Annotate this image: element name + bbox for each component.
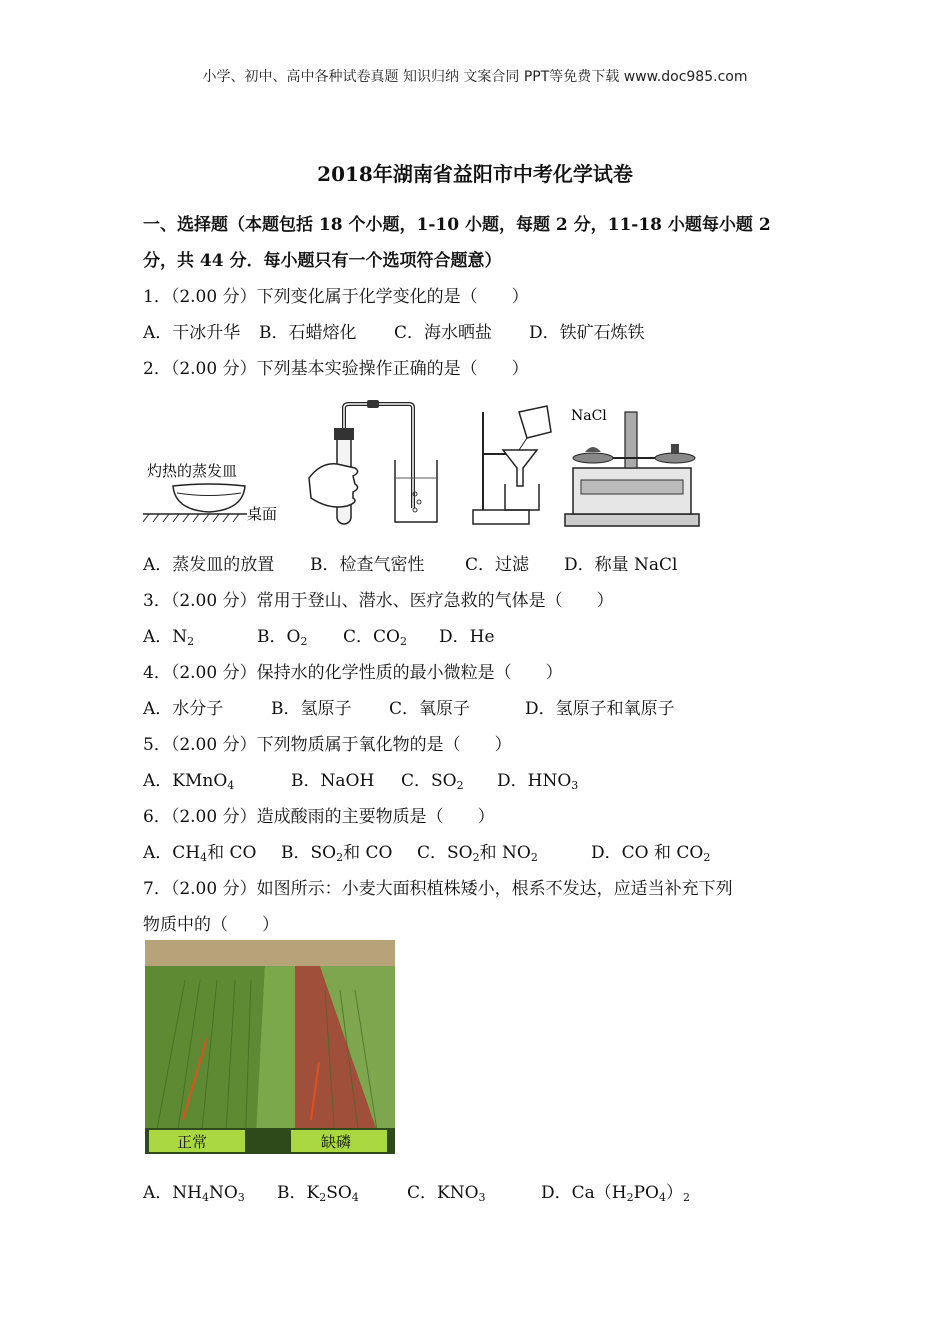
- balance-figure: [563, 398, 703, 530]
- question-4-stem: 4．（2.00 分）保持水的化学性质的最小微粒是（ ）: [143, 663, 563, 683]
- question-3-stem: 3．（2.00 分）常用于登山、潜水、医疗急救的气体是（ ）: [143, 591, 614, 611]
- option-d: D．称量 NaCl: [564, 555, 678, 575]
- option-a: A．KMnO$_4$: [143, 771, 235, 792]
- option-b: B．NaOH: [291, 771, 375, 791]
- nacl-label: NaCl: [571, 408, 607, 424]
- option-b: B．$SO_2$和 CO: [281, 843, 393, 864]
- option-d: D．$Ca(H_2PO_4)_2$: [541, 1183, 690, 1204]
- section-heading-line2: 分，共 44 分．每小题只有一个选项符合题意）: [143, 251, 502, 271]
- option-a: A．$CH_4$和 CO: [143, 843, 257, 864]
- option-b: B．$K_2SO_4$: [277, 1183, 359, 1204]
- question-7-options: [143, 1178, 690, 1203]
- option-d: D．$HNO_3$: [497, 771, 579, 792]
- option-a: A．蒸发皿的放置: [143, 555, 275, 575]
- option-a: A．干冰升华: [143, 323, 241, 343]
- label-lack-phosphorus: 缺磷: [321, 1133, 352, 1151]
- wheat-field-photo: [145, 940, 395, 1154]
- option-c: C．$KNO_3$: [407, 1183, 486, 1204]
- question-7-stem-line2: 物质中的（ ）: [143, 915, 279, 935]
- option-d: D．铁矿石炼铁: [529, 323, 645, 343]
- option-b: B．氢原子: [271, 699, 352, 719]
- option-c: C．$CO_2$: [343, 627, 407, 648]
- filtration-figure: [461, 398, 561, 530]
- question-3-options: [143, 622, 495, 647]
- option-c: C．氧原子: [389, 699, 471, 719]
- question-6-options: [143, 838, 710, 863]
- option-b: B．石蜡熔化: [259, 323, 357, 343]
- page-header: 小学、初中、高中各种试卷真题 知识归纳 文案合同 PPT等免费下载 www.doc985.com: [202, 69, 748, 85]
- section-heading-line1: 一、选择题（本题包括 18 个小题，1-10 小题，每题 2 分，11-18 小题每小题 2: [143, 215, 771, 235]
- option-d: D．氢原子和氧原子: [525, 699, 675, 719]
- table-label: 桌面: [247, 505, 278, 523]
- question-5-stem: 5．（2.00 分）下列物质属于氧化物的是（ ）: [143, 735, 512, 755]
- option-a: A．$N_2$: [143, 627, 195, 648]
- option-a: A．$NH_4NO_3$: [143, 1183, 245, 1204]
- option-d: D．CO 和 $CO_2$: [591, 843, 711, 864]
- question-4-options: [143, 694, 675, 719]
- option-d: D．He: [439, 627, 495, 647]
- option-c: C．$SO_2$: [401, 771, 464, 792]
- airtightness-check-figure: [301, 398, 441, 530]
- question-5-options: [143, 766, 578, 791]
- label-normal: 正常: [177, 1133, 208, 1151]
- option-c: C．$SO_2$和 $NO_2$: [417, 843, 538, 864]
- evaporating-dish-figure: [143, 398, 293, 530]
- option-c: C．过滤: [465, 555, 530, 575]
- question-7-stem-line1: 7．（2.00 分）如图所示：小麦大面积植株矮小，根系不发达，应适当补充下列: [143, 879, 733, 899]
- option-b: B．$O_2$: [257, 627, 308, 648]
- option-a: A．水分子: [143, 699, 224, 719]
- dish-label: 灼热的蒸发皿: [147, 462, 238, 480]
- question-2-stem: 2．（2.00 分）下列基本实验操作正确的是（ ）: [143, 359, 529, 379]
- question-1-options: [143, 318, 645, 343]
- page-title: 2018年湖南省益阳市中考化学试卷: [317, 162, 633, 186]
- question-2-options: [143, 550, 678, 575]
- question-2-figures: [143, 398, 703, 530]
- question-1-stem: 1．（2.00 分）下列变化属于化学变化的是（ ）: [143, 287, 529, 307]
- option-c: C．海水晒盐: [394, 323, 493, 343]
- question-6-stem: 6．（2.00 分）造成酸雨的主要物质是（ ）: [143, 807, 495, 827]
- option-b: B．检查气密性: [310, 555, 425, 575]
